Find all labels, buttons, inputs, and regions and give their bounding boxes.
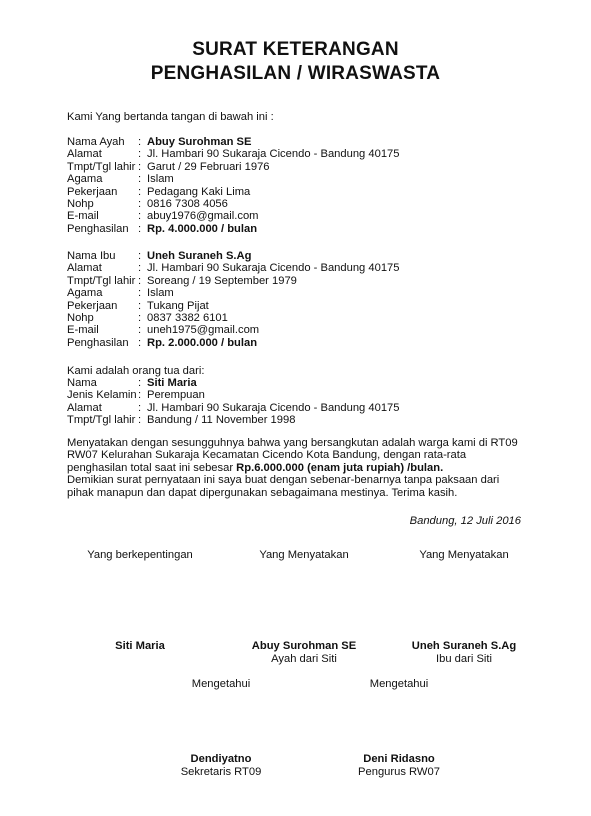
field-value: Rp. 4.000.000 / bulan [147,222,258,235]
field-label: Agama [67,287,103,300]
field-label: Penghasilan [67,336,129,349]
colon: : [138,311,142,324]
colon: : [138,197,142,210]
field-value: Bandung / 11 November 1998 [147,414,296,427]
anak-intro-text: Kami adalah orang tua dari: [67,365,205,377]
colon: : [138,377,142,389]
colon: : [138,148,142,161]
document-date: Bandung, 12 Juli 2016 [409,515,521,527]
field-label: Alamat [67,148,102,161]
field-value: Soreang / 19 September 1979 [147,274,297,287]
field-label: Tmpt/Tgl lahir [67,274,136,287]
signer-anak [115,640,165,653]
field-value: Perempuan [147,389,205,402]
document-title-line1: SURAT KETERANGAN [192,39,399,60]
field-label: Pekerjaan [67,299,118,312]
field-label: Nama Ayah [67,136,125,148]
colon: : [138,336,142,349]
field-label: E-mail [67,210,99,223]
field-label: Nohp [67,197,94,210]
official-title: Sekretaris RT09 [180,766,262,778]
document-title-line2: PENGHASILAN / WIRASWASTA [150,63,441,84]
field-value: Siti Maria [147,377,197,389]
signer-title: Ibu dari Siti [436,653,492,665]
intro-text: Kami Yang bertanda tangan di bawah ini : [67,111,274,123]
income-total: Rp.6.000.000 (enam juta rupiah) /bulan. [236,461,444,474]
statement-line [67,462,537,474]
field-value: Islam [147,287,174,300]
colon: : [138,250,142,262]
statement-line: pihak manapun dan dapat dipergunakan sebagaimana mestinya. Terima kasih. [67,486,458,499]
field-label: Pekerjaan [67,185,118,198]
field-value: Islam [147,173,174,186]
role-yang-menyatakan-ibu: Yang Menyatakan [419,549,509,561]
field-value: Pedagang Kaki Lima [147,185,251,198]
colon: : [138,389,142,402]
colon: : [138,136,142,148]
official-title: Pengurus RW07 [358,766,440,778]
role-yang-menyatakan-ayah: Yang Menyatakan [259,549,349,561]
official-name: Dendiyatno [190,753,252,765]
mengetahui-rw: Mengetahui [369,678,429,690]
field-value: 0816 7308 4056 [147,197,228,210]
colon: : [138,414,142,427]
field-value: Uneh Suraneh S.Ag [147,250,252,262]
field-label: Alamat [67,401,102,414]
field-value: abuy1976@gmail.com [147,210,259,223]
field-value: uneh1975@gmail.com [147,324,260,337]
role-yang-berkepentingan: Yang berkepentingan [87,549,193,561]
field-value: Jl. Hambari 90 Sukaraja Cicendo - Bandung 40175 [147,148,400,161]
field-label: Jenis Kelamin [67,389,137,402]
field-value: Jl. Hambari 90 Sukaraja Cicendo - Bandung 40175 [147,262,400,275]
colon: : [138,210,142,223]
colon: : [138,287,142,300]
signer-ibu [412,640,516,666]
field-value: Abuy Surohman SE [147,136,252,148]
field-label: Nama Ibu [67,250,116,262]
field-value: Rp. 2.000.000 / bulan [147,336,258,349]
field-value: Jl. Hambari 90 Sukaraja Cicendo - Bandung 40175 [147,401,400,414]
colon: : [138,173,142,186]
field-label: Tmpt/Tgl lahir [67,414,136,427]
field-label: Nama [67,377,97,389]
colon: : [138,185,142,198]
signer-name: Siti Maria [115,640,165,652]
field-value: Tukang Pijat [147,299,209,312]
field-label: Nohp [67,311,94,324]
statement-text: penghasilan total saat ini sebesar [67,461,237,474]
colon: : [138,222,142,235]
signer-title: Ayah dari Siti [271,653,337,665]
colon: : [138,299,142,312]
statement-line: Menyatakan dengan sesungguhnya bahwa yang bersangkutan adalah warga kami di RT09 [67,437,518,449]
field-value: 0837 3382 6101 [147,311,228,324]
statement-line: Demikian surat pernyataan ini saya buat dengan sebenar-benarnya tanpa paksaan dari [67,474,500,487]
colon: : [138,274,142,287]
signer-name: Uneh Suraneh S.Ag [411,640,517,652]
signer-name: Abuy Surohman SE [251,640,357,652]
colon: : [138,160,142,173]
colon: : [138,324,142,337]
colon: : [138,401,142,414]
field-label: Penghasilan [67,222,129,235]
official-rw [358,753,440,779]
official-name: Deni Ridasno [363,753,435,765]
field-label: Tmpt/Tgl lahir [67,160,136,173]
field-label: Agama [67,173,103,186]
field-label: Alamat [67,262,102,275]
colon: : [138,262,142,275]
signer-ayah [252,640,356,666]
statement-paragraph [67,437,537,499]
mengetahui-rt: Mengetahui [191,678,251,690]
field-label: E-mail [67,324,99,337]
official-rt [181,753,262,779]
statement-line: RW07 Kelurahan Sukaraja Kecamatan Cicendo Kota Bandung, dengan rata-rata [67,449,467,462]
field-value: Garut / 29 Februari 1976 [147,160,270,173]
